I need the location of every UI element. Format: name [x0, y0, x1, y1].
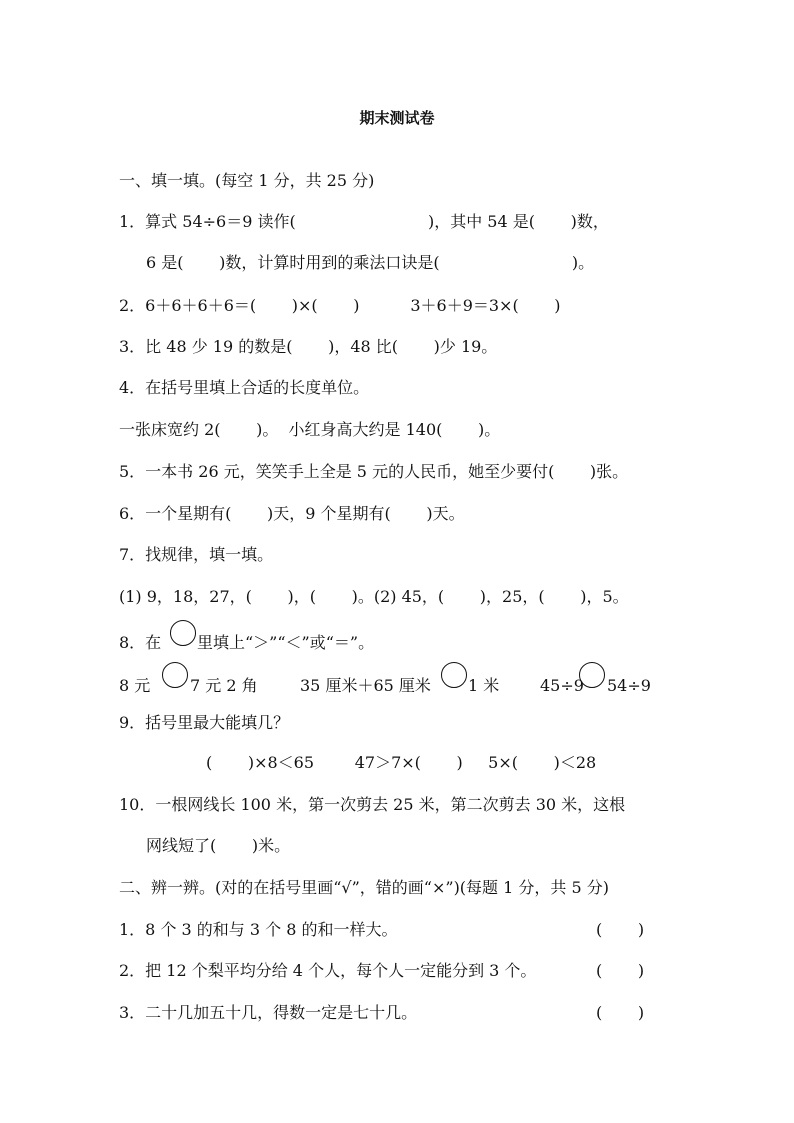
- comparison-circle: [162, 662, 188, 688]
- question-1-line-1: 1．算式 54÷6＝9 读作( )，其中 54 是( )数，: [119, 212, 609, 231]
- q8-right-1: 7 元 2 角: [190, 676, 258, 695]
- page-title: 期末测试卷: [359, 109, 435, 127]
- judge-item-3: 3．二十几加五十几，得数一定是七十几。: [119, 1003, 418, 1022]
- judge-answer-3: ( ): [596, 1003, 645, 1022]
- question-4-sub: 一张床宽约 2( )。 小红身高大约是 140( )。: [119, 420, 501, 439]
- comparison-circle: [579, 662, 605, 688]
- question-7-sub: (1) 9，18，27，( )，( )。(2) 45，( )，25，( )，5。: [119, 587, 629, 606]
- question-4: 4．在括号里填上合适的长度单位。: [119, 378, 370, 397]
- question-8-instruction: 里填上“＞”“＜”或“＝”。: [197, 633, 375, 652]
- question-5: 5．一本书 26 元，笑笑手上全是 5 元的人民币，她至少要付( )张。: [119, 462, 629, 481]
- section1-heading: 一、填一填。(每空 1 分，共 25 分): [119, 171, 375, 190]
- judge-item-1: 1．8 个 3 的和与 3 个 8 的和一样大。: [119, 920, 398, 939]
- q8-left-3: 45÷9: [540, 676, 584, 695]
- question-10-line-1: 10．一根网线长 100 米，第一次剪去 25 米，第二次剪去 30 米，这根: [119, 795, 626, 814]
- question-8-prefix: 8．在: [119, 633, 162, 652]
- q8-left-2: 35 厘米＋65 厘米: [300, 676, 431, 695]
- comparison-circle: [170, 620, 196, 646]
- question-9-sub: ( )×8＜65 47＞7×( ) 5×( )＜28: [206, 753, 597, 772]
- question-6: 6．一个星期有( )天，9 个星期有( )天。: [119, 504, 465, 523]
- question-2: 2．6＋6＋6＋6＝( )×( ) 3＋6＋9＝3×( ): [119, 296, 561, 315]
- section2-heading: 二、辨一辨。(对的在括号里画“√”，错的画“×”)(每题 1 分，共 5 分): [119, 878, 609, 897]
- judge-answer-1: ( ): [596, 920, 645, 939]
- q8-left-1: 8 元: [119, 676, 151, 695]
- comparison-circle: [441, 662, 467, 688]
- q8-right-2: 1 米: [468, 676, 500, 695]
- question-10-line-2: 网线短了( )米。: [146, 836, 291, 855]
- judge-answer-2: ( ): [596, 961, 645, 980]
- q8-right-3: 54÷9: [607, 676, 651, 695]
- question-9: 9．括号里最大能填几？: [119, 713, 290, 732]
- question-3: 3．比 48 少 19 的数是( )，48 比( )少 19。: [119, 337, 498, 356]
- judge-item-2: 2．把 12 个梨平均分给 4 个人，每个人一定能分到 3 个。: [119, 961, 537, 980]
- question-1-line-2: 6 是( )数，计算时用到的乘法口诀是( )。: [146, 253, 595, 272]
- question-7: 7．找规律，填一填。: [119, 545, 274, 564]
